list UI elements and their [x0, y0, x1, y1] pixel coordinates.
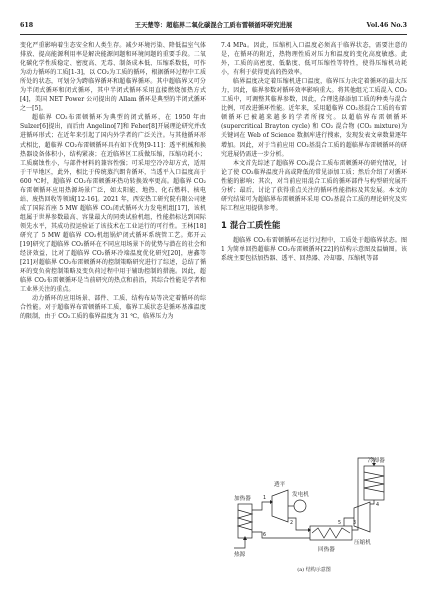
- cooler-coil: [364, 472, 384, 492]
- point-number-4: 4: [376, 503, 380, 508]
- heat-source-label: 热源: [234, 552, 246, 558]
- volume-number: Vol.46 No.3: [366, 22, 407, 29]
- right-paragraph-3: 本文首先综述了超临界 CO₂混合工质布雷顿循环的研究情况，讨论了使 CO₂临界温度升高或降低的常见添加工质；然后介绍了对循环性能的影响；其次，对当前应用混合工质的循环部件与构型研究展开分析；最后，讨论了获得重点关注的循环性能指标及其发展。本文的研究结果可为超临界布雷顿循环采用 CO₂基混合工质的理论研究及实际工程应用提供参考。: [221, 159, 407, 212]
- cycle-diagram: [232, 452, 396, 564]
- recuperator-label: 回热器: [318, 547, 335, 553]
- page-header: [20, 20, 407, 32]
- left-paragraph-1: 变化严重影响着生态安全和人类生存。减少环境污染、降低温室气体排放、提高能源利用率是解决能源问题和环境问题的重要手段。二氧化碳化学性质稳定、密度高、无毒、制备成本低、压缩系数低，可作为动力循环的工质[1-3]，以 CO₂为工质的循环，根据循环过程中工质所处的状态，可划分为跨临界循环和超临界循环。其中超临界又可分为半闭式循环和闭式循环，其中半闭式循环采用直接燃烧加热方式[4]，美国 NET Power 公司提出的 Allam 循环是典型的半闭式循环之一[5]。: [20, 42, 206, 113]
- flow-arrow-1: [270, 500, 273, 504]
- point-number-3: 3: [353, 521, 357, 526]
- page-number: 618: [20, 22, 34, 29]
- turbine-shape: [272, 490, 288, 522]
- pipe-heater-turbine: [252, 502, 272, 510]
- recuperator-box: [310, 526, 352, 540]
- point-number-5: 5: [338, 521, 342, 526]
- generator-circle: [294, 500, 306, 512]
- right-column: [221, 41, 407, 263]
- header-rule: [20, 34, 407, 35]
- cooler-box: [364, 466, 384, 500]
- compressor-shape: [354, 502, 370, 532]
- heater-label: 加热器: [234, 496, 251, 502]
- point-number-1: 1: [263, 496, 267, 501]
- cycle-diagram-svg: [232, 452, 396, 564]
- turbine-label: 透平: [274, 482, 286, 488]
- flow-arrow-2: [308, 528, 311, 532]
- running-title: 王天楚等：超临界二氧化碳混合工质布雷顿循环研究进展: [134, 22, 293, 29]
- section-paragraph: 超临界 CO₂布雷顿循环在运行过程中，工质处于超临界状态。图 1 为简单回热超临界 CO₂布雷顿循环[22]的结构示意图及温熵图。该系统主要包括加热器、透平、回热器、冷却器、压缩机等部: [221, 236, 407, 262]
- pipe-cooler-compressor: [370, 500, 374, 504]
- section-heading: 1 混合工质性能: [221, 219, 281, 230]
- heater-coil: [238, 510, 252, 530]
- figure-caption: (a) 结构示意图: [297, 567, 331, 573]
- left-paragraph-3: 动力循环的应用场景、部件、工质、结构布局等决定着循环的综合性能。对于超临界布雷顿循环工质，临界工质状态是循环基准温度的限制，由于 CO₂工质的临界温度为 31 ℃，临界压力为: [20, 295, 206, 321]
- heater-box: [238, 504, 252, 538]
- generator-label: 发电机: [292, 492, 309, 498]
- point-number-2: 2: [290, 521, 294, 526]
- pipe-recuperator-cooler: [352, 458, 374, 530]
- right-paragraph-1: 7.4 MPa。因此，压缩机入口温度必须高于临界状态，需要注意的是，在循环的附近，热物理性质对压力和温度的变化高度敏感。此外，工质的高密度、低黏度、低可压缩性等特性，使得压缩机功耗小，有利于获得更高的热效率。: [221, 42, 407, 77]
- compressor-label: 压缩机: [354, 540, 371, 546]
- point-number-6: 6: [263, 533, 267, 538]
- left-column: [20, 41, 206, 321]
- right-paragraph-2: 临界温度决定着压缩机进口温度，临界压力决定着循环的最大压力，因此，临界参数对循环效率影响重大。将其他组元工质混入 CO₂工质中，可调整其临界参数，因此，合理选择添加工质的种类与混合比例，可改进循环性能。近年来，采用超临界 CO₂基混合工质的布雷顿循环已被越来越多的学者所探究。以超临界布雷顿循环 (supercritical Brayton cycle) 和 CO₂ 混合物 (CO₂ mixture)为关键词在 Web of Science 数据库进行搜索，发现发表文章数量逐年增加。因此，对于当前应用 CO₂基混合工质的超临界布雷顿循环的研究进展仍需进一步分析。: [221, 78, 407, 158]
- cooler-label: 冷却器: [368, 458, 385, 464]
- pipe-recuperator-heater: [252, 532, 310, 538]
- left-paragraph-2: 超临界 CO₂布雷顿循环为典型的闭式循环，在 1950 年由 Sulzer[6]提出，而后由 Angelino[7]和 Feher[8]开展理论研究并改进循环形式；在近年来引起了国内外学者的广泛关注。与其他循环形式相比，超临界 CO₂布雷顿循环具有如下优势[9-11]：透平机械和换热器设备体积小，结构紧凑；在近临界区工质做压缩，压缩功耗小；工质腐蚀性小，与部件材料的兼容性强；可采用空冷冷却方式，适用于干旱地区，此外，相比于传统蒸汽朗肯循环，当透平入口温度高于 600 ℃时，超临界 CO₂布雷顿循环热功转换效率更高。超临界 CO₂布雷顿循环应用热源场景广泛，如太阳能、地热、化石燃料、核电站、废热回收等领域[12-16]。2021 年，西安热工研究院有限公司建成了国际首座 5 MW 超临界 CO₂闭式循环火力发电机组[17]，该机组属于世界参数最高、容量最大的同类试验机组，性能指标达到国际领先水平，其成功投运验证了该技术在工业运行的可行性。王林[18]研究了 5 MW 超临界 CO₂机组锅炉闭式循环系统管工艺。郑开云[19]研究了超临界 CO₂循环在不同应用场景下的优势与潜在的社会和经济效益，比对了超临界 CO₂循环冷端温度优化研究[20]，唐鑫等[21]对超临界 CO₂布雷顿循环的控制策略研究进行了综述，总结了循环的变负荷控制策略及变负荷过程中用于辅助控制的措施。因此，超临界 CO₂布雷顿循环是当前研究的热点和前沿，其综合性能是学者和工业界关注的重点。: [20, 114, 206, 294]
- recuperator-coil: [312, 528, 350, 538]
